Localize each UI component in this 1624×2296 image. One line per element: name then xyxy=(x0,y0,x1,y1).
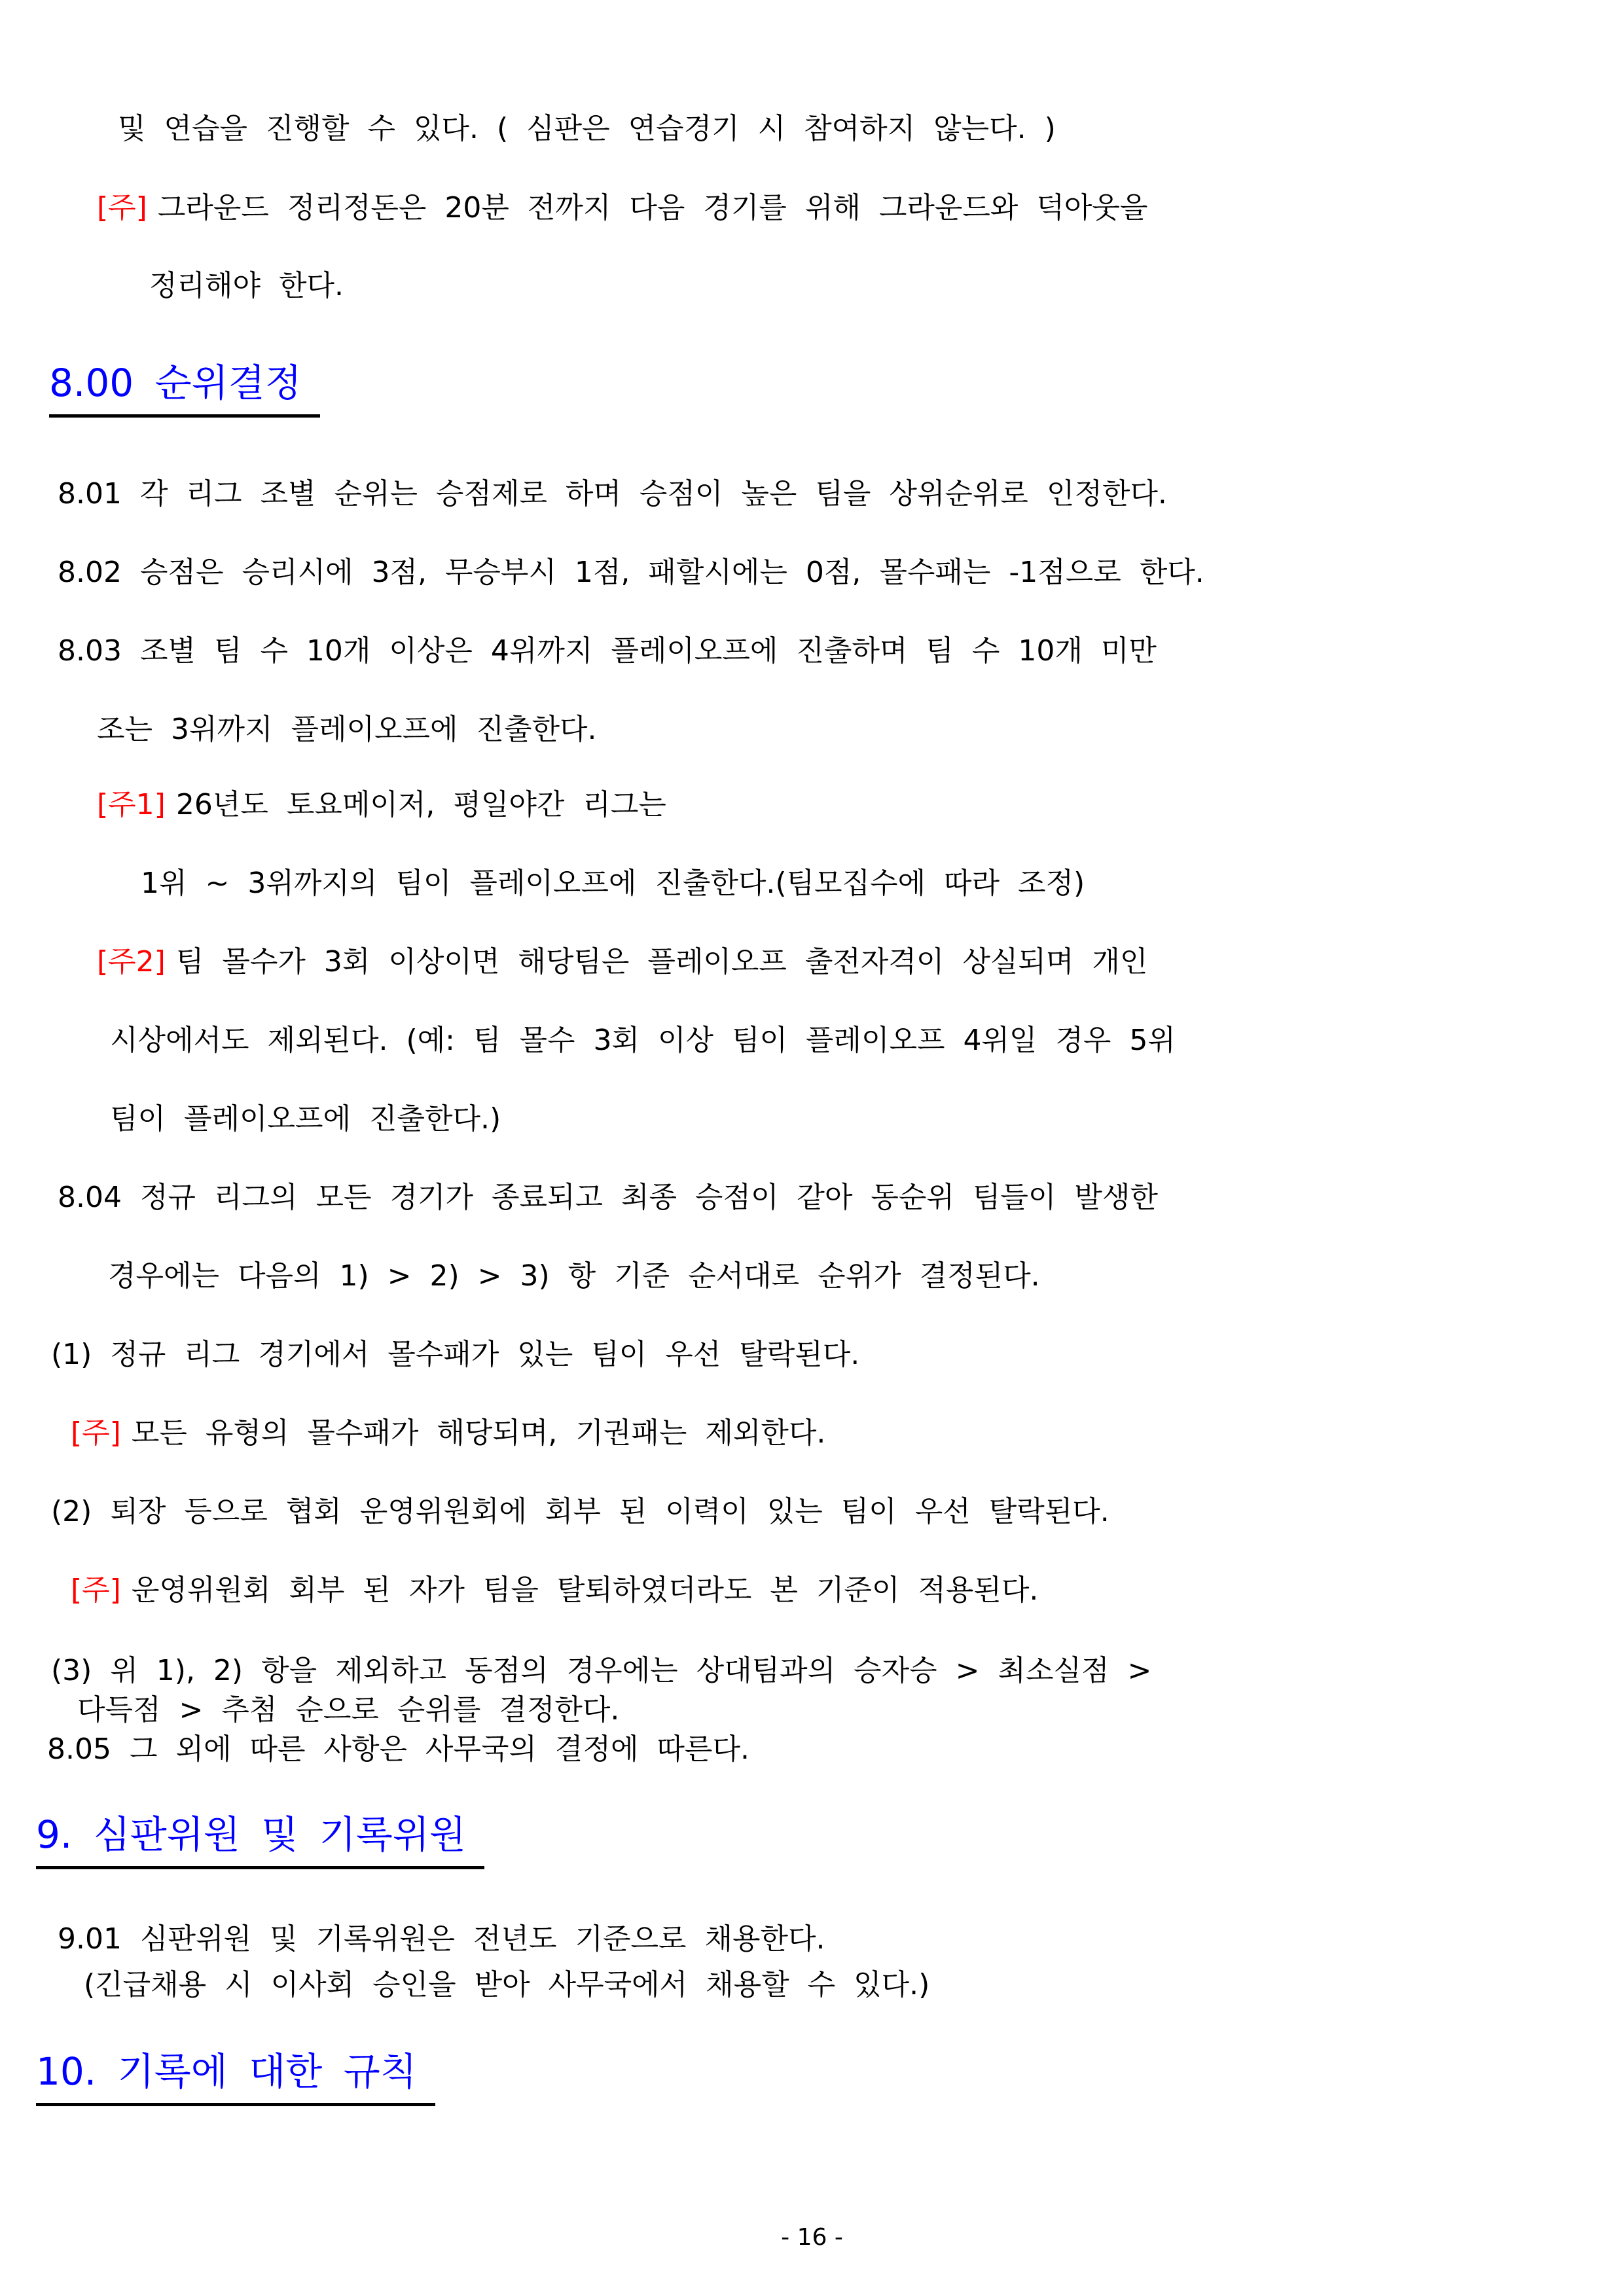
note-label: [주2] xyxy=(97,945,166,978)
text-line: (긴급채용 시 이사회 승인을 받아 사무국에서 채용할 수 있다.) xyxy=(84,1968,930,2001)
section-heading-text: 10. 기록에 대한 규칙 xyxy=(36,2050,435,2106)
note-label: [주] xyxy=(71,1573,121,1607)
text-line: 1위 ~ 3위까지의 팀이 플레이오프에 진출한다.(팀모집수에 따라 조정) xyxy=(141,867,1085,900)
note-line xyxy=(71,1574,1038,1607)
note-line xyxy=(97,946,1147,979)
note-text: 26년도 토요메이저, 평일야간 리그는 xyxy=(175,788,666,821)
text-line: 8.05 그 외에 따른 사항은 사무국의 결정에 따른다. xyxy=(47,1732,749,1766)
text-line: 조는 3위까지 플레이오프에 진출한다. xyxy=(97,713,597,746)
text-line: 경우에는 다음의 1) > 2) > 3) 항 기준 순서대로 순위가 결정된다. xyxy=(108,1259,1040,1293)
note-label: [주] xyxy=(71,1416,121,1450)
note-text: 팀 몰수가 3회 이상이면 해당팀은 플레이오프 출전자격이 상실되며 개인 xyxy=(175,945,1148,978)
section-heading xyxy=(36,1813,484,1869)
text-line: 8.03 조별 팀 수 10개 이상은 4위까지 플레이오프에 진출하며 팀 수 10개 미만 xyxy=(58,634,1157,668)
note-label: [주1] xyxy=(97,788,166,821)
text-line: 8.01 각 리그 조별 순위는 승점제로 하며 승점이 높은 팀을 상위순위로 인정한다. xyxy=(58,477,1167,511)
note-line xyxy=(71,1417,825,1450)
text-line: 8.04 정규 리그의 모든 경기가 종료되고 최종 승점이 같아 동순위 팀들이 발생한 xyxy=(58,1181,1158,1214)
text-line: 정리해야 한다. xyxy=(149,269,344,302)
section-heading xyxy=(49,361,320,418)
section-heading xyxy=(36,2050,435,2106)
text-line: 9.01 심판위원 및 기록위원은 전년도 기준으로 채용한다. xyxy=(58,1922,825,1956)
text-line: 다득점 > 추첨 순으로 순위를 결정한다. xyxy=(77,1693,620,1727)
text-line: (3) 위 1), 2) 항을 제외하고 동점의 경우에는 상대팀과의 승자승 > 최소실점 > xyxy=(51,1654,1152,1687)
note-line xyxy=(97,192,1147,225)
text-line: (2) 퇴장 등으로 협회 운영위원회에 회부 된 이력이 있는 팀이 우선 탈락된다. xyxy=(51,1495,1110,1528)
section-heading-text: 9. 심판위원 및 기록위원 xyxy=(36,1813,484,1869)
text-line: 시상에서도 제외된다. (예: 팀 몰수 3회 이상 팀이 플레이오프 4위일 경우 5위 xyxy=(110,1024,1176,1057)
note-line xyxy=(97,789,666,822)
note-text: 그라운드 정리정돈은 20분 전까지 다음 경기를 위해 그라운드와 덕아웃을 xyxy=(157,191,1148,224)
note-text: 모든 유형의 몰수패가 해당되며, 기권패는 제외한다. xyxy=(131,1416,826,1450)
text-line: (1) 정규 리그 경기에서 몰수패가 있는 팀이 우선 탈락된다. xyxy=(51,1338,860,1371)
text-line: 팀이 플레이오프에 진출한다.) xyxy=(110,1102,501,1136)
note-text: 운영위원회 회부 된 자가 팀을 탈퇴하였더라도 본 기준이 적용된다. xyxy=(131,1573,1039,1607)
page-number: - 16 - xyxy=(781,2224,843,2251)
section-heading-text: 8.00 순위결정 xyxy=(49,361,320,418)
text-line: 및 연습을 진행할 수 있다. ( 심판은 연습경기 시 참여하지 않는다. ) xyxy=(118,112,1056,145)
note-label: [주] xyxy=(97,191,147,224)
text-line: 8.02 승점은 승리시에 3점, 무승부시 1점, 패할시에는 0점, 몰수패는 -1점으로 한다. xyxy=(58,556,1204,589)
